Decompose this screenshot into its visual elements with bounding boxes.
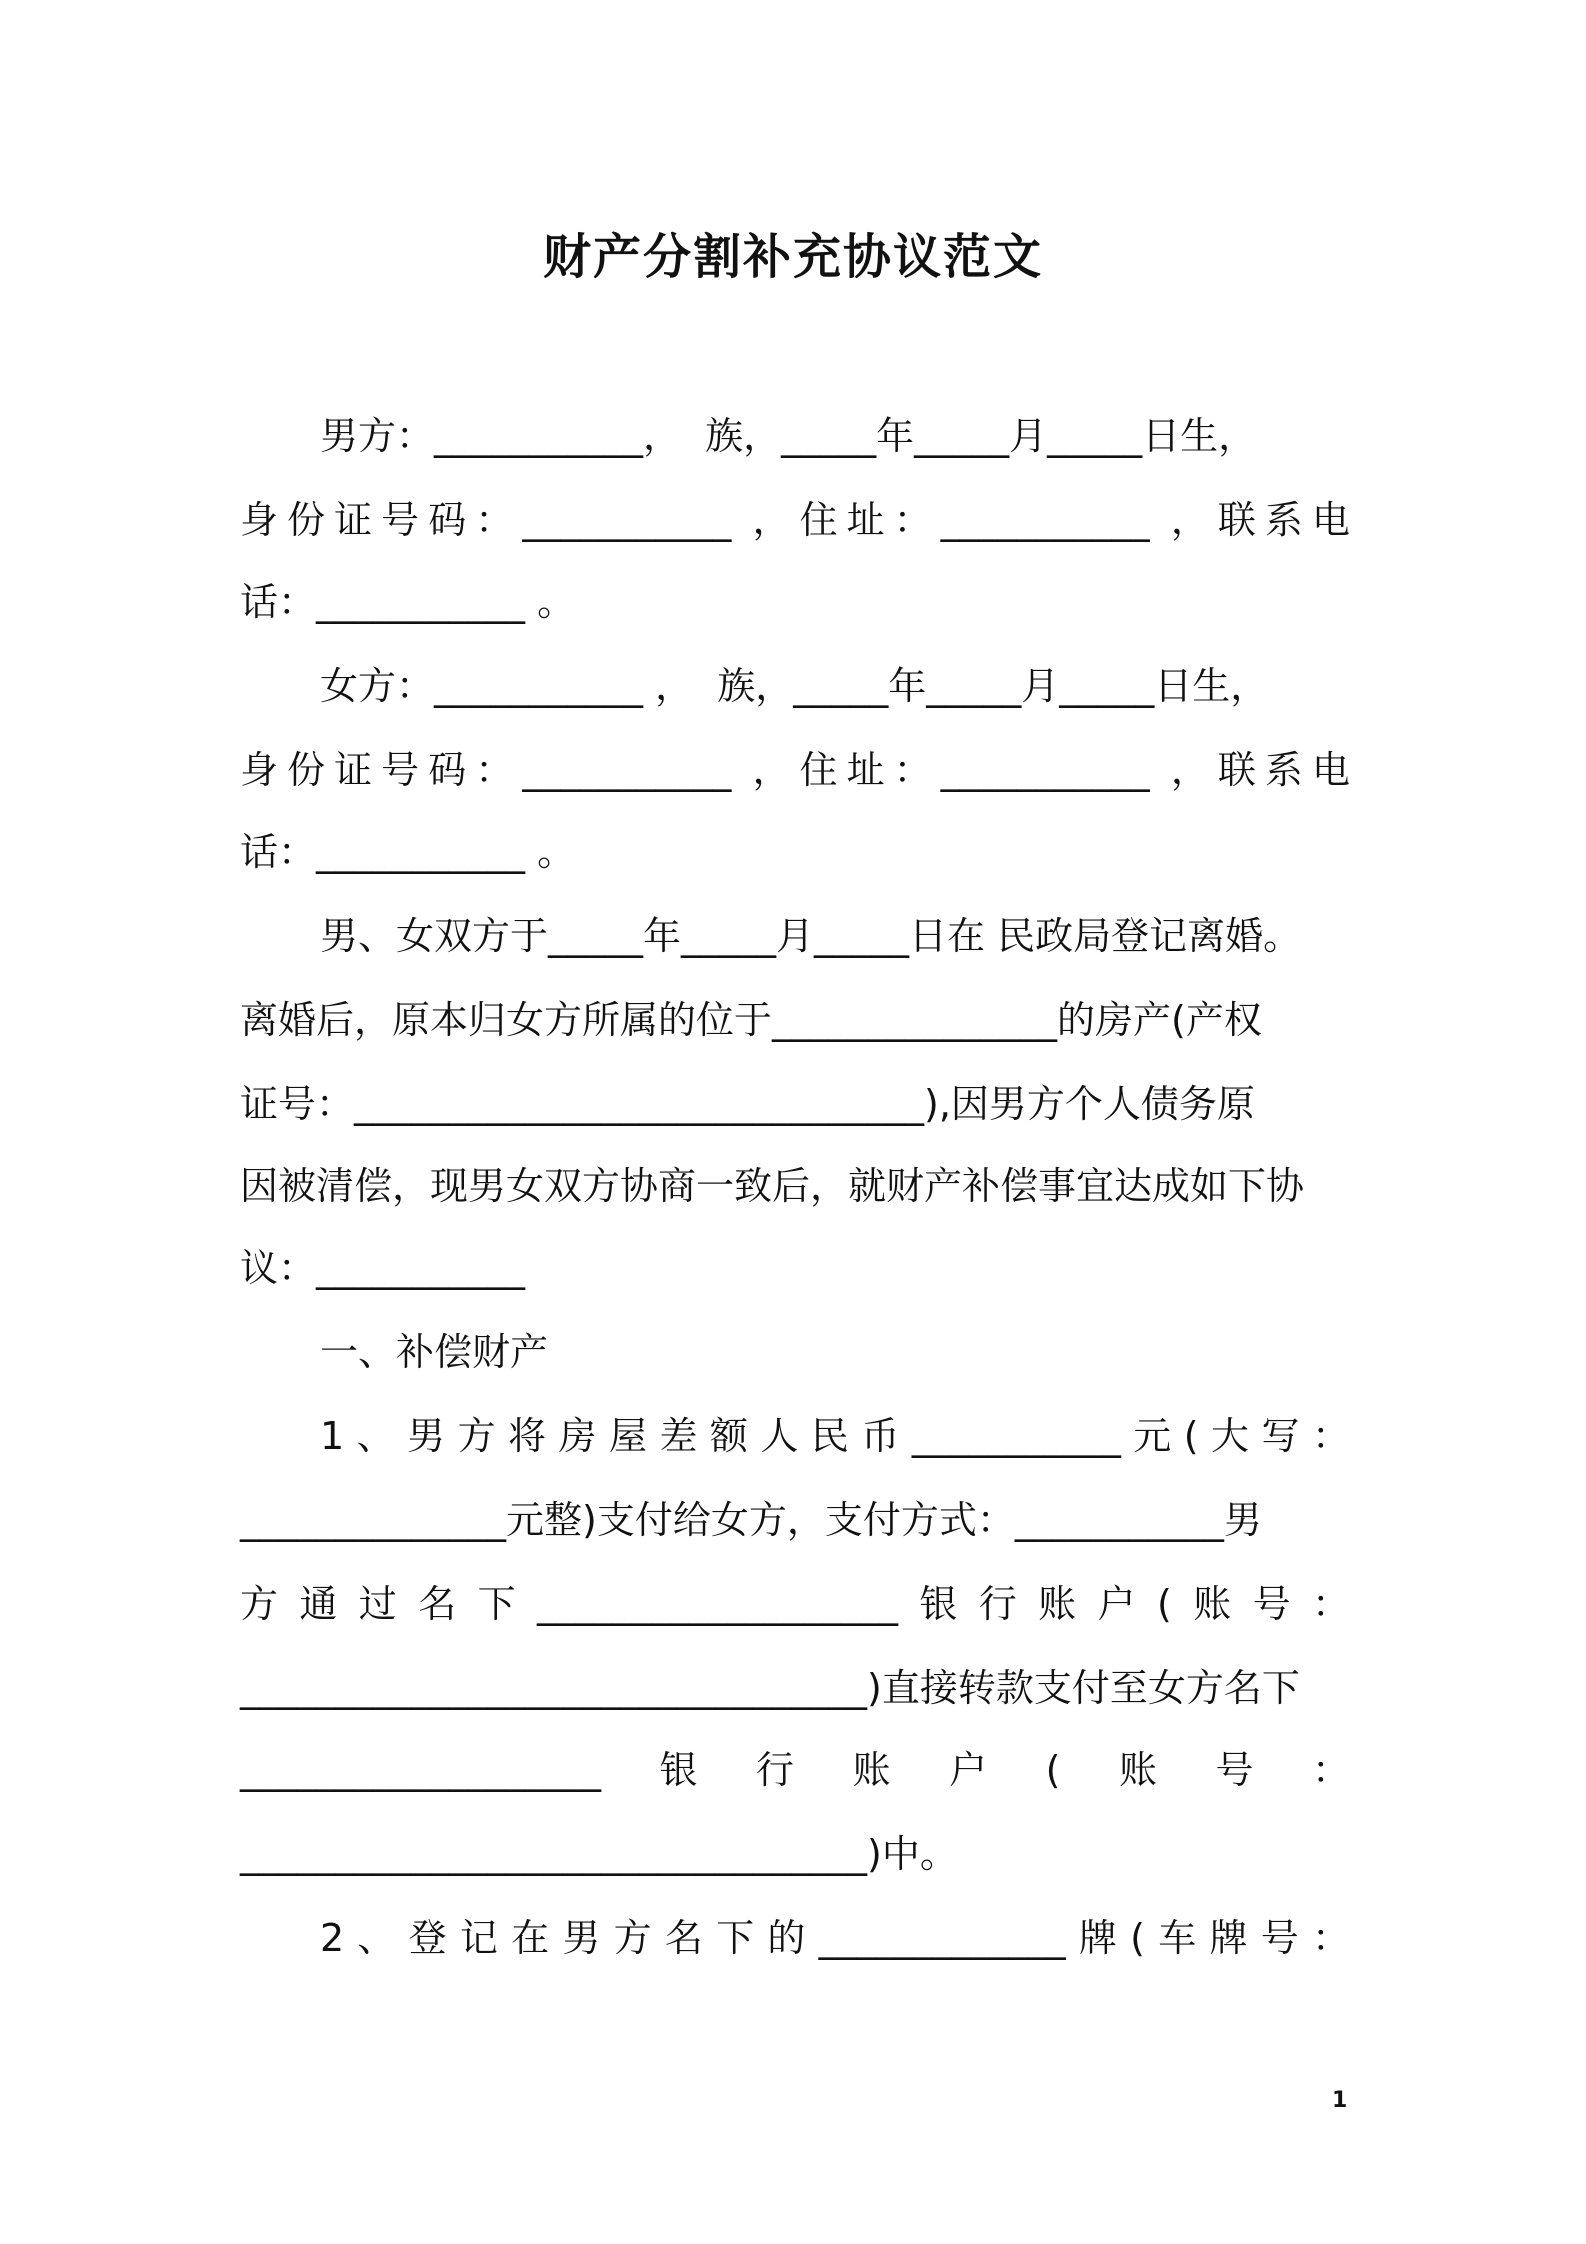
section-heading: 一、补偿财产 <box>320 1330 549 1374</box>
body-line: 男、女双方于_____年_____月_____日在 民政局登记离婚。 <box>320 914 1302 958</box>
body-line: ___________________银行账户(账号： <box>240 1748 1350 1792</box>
body-line: ______________元整)支付给女方，支付方式：___________男 <box>240 1498 1262 1542</box>
body-line: 离婚后，原本归女方所属的位于_______________的房产(产权 <box>240 998 1262 1042</box>
body-line: 话：___________ 。 <box>240 830 576 874</box>
body-line: 女方：___________ ， 族，_____年_____月_____日生， <box>320 664 1269 708</box>
body-line: 话：___________ 。 <box>240 580 576 624</box>
body-line: _________________________________)直接转款支付至女方名下 <box>240 1666 1300 1710</box>
body-line: 男方：___________， 族，_____年_____月_____日生， <box>320 414 1257 458</box>
document-title: 财产分割补充协议范文 <box>542 229 1043 285</box>
body-line: 身份证号码：___________ ，住址：___________ ，联系电 <box>240 748 1350 792</box>
body-line: 身份证号码：___________ ，住址：___________ ，联系电 <box>240 498 1350 542</box>
body-line: 1、男方将房屋差额人民币___________元(大写： <box>320 1414 1350 1458</box>
body-line: 证号：______________________________),因男方个人债务原 <box>240 1082 1255 1126</box>
body-line: 议：___________ <box>240 1246 526 1290</box>
page-number: 1 <box>1332 2088 1348 2113</box>
body-line: 因被清偿，现男女双方协商一致后，就财产补偿事宜达成如下协 <box>240 1164 1305 1208</box>
body-line: 方通过名下___________________银行账户(账号： <box>240 1582 1350 1626</box>
body-line: 2、登记在男方名下的_____________牌(车牌号： <box>320 1916 1350 1960</box>
body-line: _________________________________)中。 <box>240 1832 958 1876</box>
